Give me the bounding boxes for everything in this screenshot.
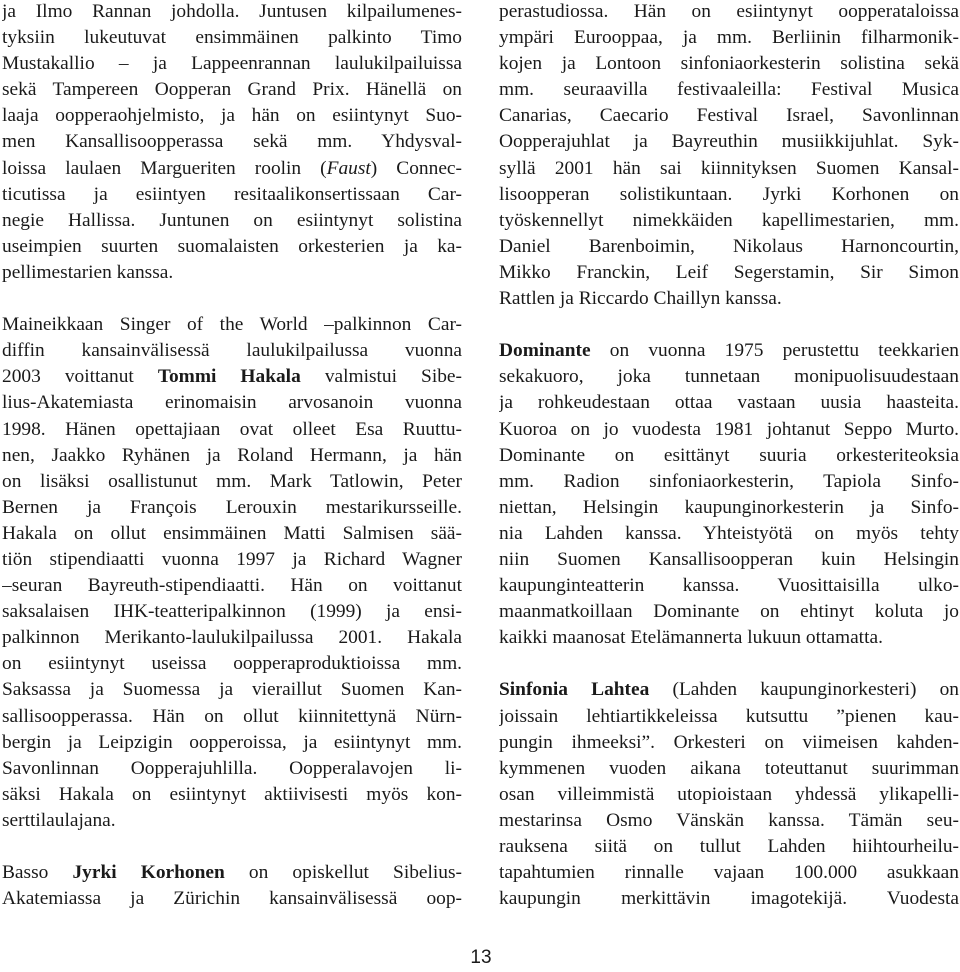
text-line: diffin kansainvälisessä laulukilpailussa vuonna (2, 340, 462, 362)
text-line: osan villeimmistä utopioistaan yhdessä ylikapelli- (499, 783, 959, 805)
text-line: palkinnon Merikanto-laulukilpailussa 2001. Hakala (2, 627, 462, 649)
text-line: mm. seuraavilla festivaaleilla: Festival Musica (499, 79, 959, 101)
text-line: ja Ilmo Rannan johdolla. Juntusen kilpailumenes- (2, 1, 462, 22)
text-segment: on vuonna 1975 perustettu teekkarien (590, 340, 959, 362)
text-line: ympäri Eurooppaa, ja mm. Berliinin filharmonik- (499, 27, 959, 49)
text-line: lius-Akatemiasta erinomaisin arvosanoin vuonna (2, 392, 462, 414)
text-line: Canarias, Caecario Festival Israel, Savonlinnan (499, 105, 959, 127)
text-line: Oopperajuhlat ja Bayreuthin musiikkijuhlat. Syk- (499, 131, 959, 153)
paragraph-korhonen-continued (499, 0, 959, 312)
name-tommi-hakala: Tommi Hakala (157, 366, 301, 388)
text-segment: valmistui Sibe- (300, 366, 462, 388)
paragraph-juntunen (2, 0, 462, 286)
text-line: on esiintynyt useissa oopperaproduktioissa mm. (2, 653, 462, 675)
text-line: tyksiin lukeutuvat ensimmäinen palkinto Timo (2, 27, 462, 49)
text-line: rauksena siitä on tullut Lahden hiihtourheilu- (499, 836, 959, 857)
text-line: Savonlinnan Oopperajuhlilla. Oopperalavojen li- (2, 757, 462, 779)
text-segment: loissa laulaen Margueriten roolin ( (2, 157, 327, 179)
text-line: maanmatkoillaan Dominante on ehtinyt koluta jo (499, 601, 959, 623)
text-line: pellimestarien kanssa. (2, 261, 174, 283)
text-segment: (Lahden kaupunginorkesteri) on (649, 679, 959, 701)
paragraph-hakala (2, 312, 462, 834)
text-line: Daniel Barenboimin, Nikolaus Harnoncourtin, (499, 235, 959, 257)
text-line: kaupungin merkittävin imagotekijä. Vuodesta (499, 888, 959, 910)
text-line: säksi Hakala on esiintynyt aktiivisesti myös kon- (2, 783, 462, 805)
text-line: mestarinsa Osmo Vänskän kanssa. Tämän seu- (499, 809, 959, 831)
page-number: 13 (470, 947, 492, 968)
text-line: serttilaulajana. (2, 809, 116, 831)
name-jyrki-korhonen: Jyrki Korhonen (72, 862, 225, 884)
text-line: kojen ja Lontoon sinfoniaorkesterin solistina sekä (499, 53, 959, 75)
left-column (2, 0, 462, 912)
opera-title-faust: Faust (326, 157, 371, 179)
text-line: laaja oopperaohjelmisto, ja hän on esiintynyt Suo- (2, 105, 462, 127)
text-line: lisoopperan solistikuntaan. Jyrki Korhonen on (499, 183, 959, 205)
name-dominante: Dominante (499, 340, 591, 362)
text-line: Mikko Franckin, Leif Segerstamin, Sir Simon (499, 261, 959, 283)
text-line: Dominante on esittänyt suuria orkesteriteoksia (499, 444, 959, 466)
text-line: kaupunginteatterin kanssa. Vuosittaisilla ulko- (499, 575, 959, 597)
text-line: Akatemiassa ja Zürichin kansainvälisessä oop- (2, 888, 462, 910)
text-line: Maineikkaan Singer of the World –palkinnon Car- (2, 314, 462, 336)
text-line: Mustakallio – ja Lappeenrannan laulukilpailuissa (2, 53, 462, 75)
text-line: negie Hallissa. Juntunen on esiintynyt solistina (2, 209, 462, 231)
text-segment: 2003 voittanut (2, 366, 158, 388)
text-line: tiön stipendiaatti vuonna 1997 ja Richard Wagner (2, 548, 462, 570)
text-line: Kuoroa on jo vuodesta 1981 johtanut Seppo Murto. (499, 418, 959, 440)
text-line: niettan, Helsingin kaupunginorkesterin ja Sinfo- (499, 496, 959, 518)
paragraph-sinfonia-lahti (499, 677, 959, 912)
text-line: ticutissa ja esiintyen resitaalikonsertissaan Car- (2, 183, 462, 205)
text-segment: on opiskellut Sibelius- (224, 862, 462, 884)
text-line: useimpien suurten suomalaisten orkesterien ja ka- (2, 235, 462, 257)
text-line: Hakala on ollut ensimmäinen Matti Salmisen sää- (2, 522, 462, 544)
text-line: kymmenen vuoden aikana toteuttanut suurimman (499, 757, 959, 779)
text-line: pungin ihmeeksi”. Orkesteri on viimeisen kahden- (499, 731, 959, 753)
text-line: joissain lehtiartikkeleissa kutsuttu ”pienen kau- (499, 705, 959, 727)
text-line: –seuran Bayreuth-stipendiaatti. Hän on voittanut (2, 575, 462, 597)
text-line: Bernen ja François Lerouxin mestarikursseille. (2, 496, 462, 518)
right-column (499, 0, 959, 912)
name-sinfonia-lahti: Sinfonia Lahtea (499, 679, 650, 701)
text-line: nen, Jaakko Ryhänen ja Roland Hermann, ja hän (2, 444, 462, 466)
text-line (2, 860, 462, 886)
text-line: kaikki maanosat Etelämannerta lukuun ottamatta. (499, 627, 883, 649)
paragraph-dominante (499, 338, 959, 651)
text-line: sekä Tampereen Oopperan Grand Prix. Hänellä on (2, 79, 462, 101)
text-line: nia Lahden kanssa. Yhteistyötä on myös tehty (499, 522, 959, 544)
text-line (2, 364, 462, 390)
text-line: Rattlen ja Riccardo Chaillyn kanssa. (499, 288, 782, 310)
text-line: perastudiossa. Hän on esiintynyt oopperataloissa (499, 1, 959, 22)
text-segment: Basso (2, 862, 73, 884)
text-line: men Kansallisoopperassa sekä mm. Yhdysval- (2, 131, 462, 153)
text-line: niin Suomen Kansallisoopperan kuin Helsingin (499, 548, 959, 570)
text-line: on lisäksi osallistunut mm. Mark Tatlowin, Peter (2, 470, 462, 492)
text-segment: ) Connec- (370, 157, 462, 179)
text-line: mm. Radion sinfoniaorkesterin, Tapiola Sinfo- (499, 470, 959, 492)
text-line: bergin ja Leipzigin oopperoissa, ja esiintynyt mm. (2, 731, 462, 753)
text-line: sekakuoro, joka tunnetaan monipuolisuudestaan (499, 366, 959, 388)
text-line: syllä 2001 hän sai kiinnityksen Suomen Kansal- (499, 157, 959, 179)
text-line: 1998. Hänen opettajiaan ovat olleet Esa Ruuttu- (2, 418, 462, 440)
text-line (499, 677, 959, 703)
text-line: saksalaisen IHK-teatteripalkinnon (1999) ja ensi- (2, 601, 462, 623)
text-line (499, 338, 959, 364)
text-line: ja rohkeudestaan ottaa vastaan uusia haasteita. (499, 392, 959, 414)
paragraph-korhonen (2, 860, 462, 912)
text-line: Saksassa ja Suomessa ja vieraillut Suomen Kan- (2, 679, 462, 701)
text-line: sallisoopperassa. Hän on ollut kiinnitettynä Nürn- (2, 705, 462, 727)
text-line (2, 156, 462, 182)
text-line: työskennellyt nimekkäiden kapellimestarien, mm. (499, 209, 959, 231)
text-line: tapahtumien rinnalle vajaan 100.000 asukkaan (499, 862, 959, 884)
